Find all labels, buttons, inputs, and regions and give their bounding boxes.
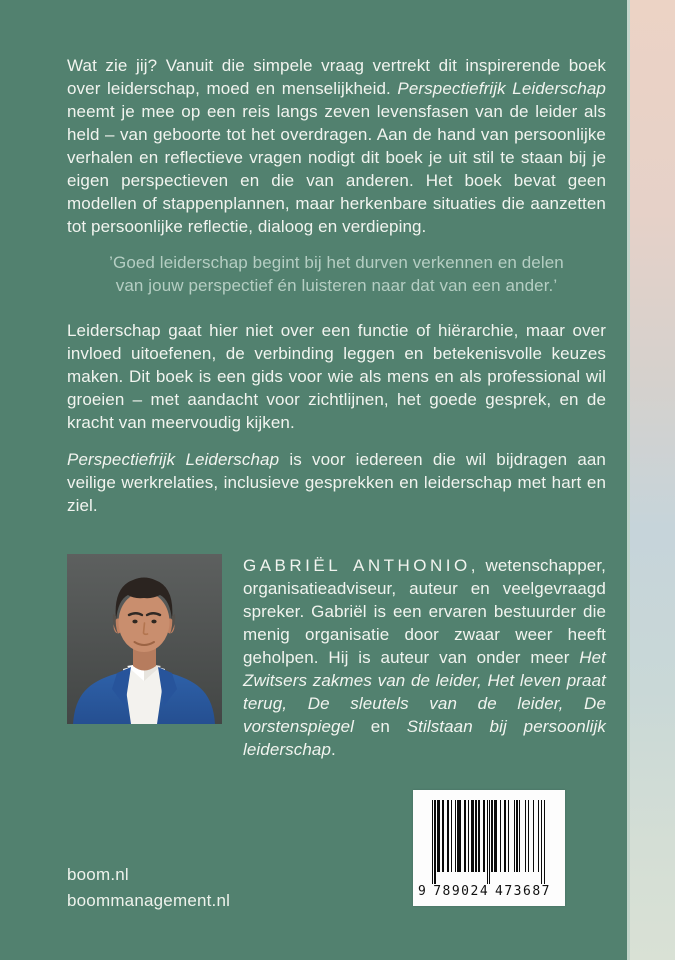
publisher-url-boommanagement: boommanagement.nl <box>67 891 231 910</box>
pull-quote: ’Goed leiderschap begint bij het durven verkennen en delen van jouw perspectief én luisteren naar dat van een ander.’ <box>109 253 564 295</box>
publisher-url-boom: boom.nl <box>67 865 129 884</box>
isbn-digit-group-right: 473687 <box>495 884 551 899</box>
isbn-digit-prefix: 9 <box>418 884 428 899</box>
blurb-paragraph-1: Wat zie jij? Vanuit die simpele vraag vertrekt dit inspirerende boek over leiderschap, moed en menselijkheid. Perspectiefrijk Leiderschap neemt je mee op een reis langs zeven levensfasen van de leider als held – van geboorte tot het overdragen. Aan de hand van persoonlijke verhalen en reflectieve vragen nodigt dit boek je uit stil te staan bij je eigen perspectieven en die van anderen. Het boek bevat geen modellen of stappenplannen, maar herkenbare situaties die aanzetten tot persoonlijke reflectie, dialoog en verdieping. <box>67 56 606 236</box>
publisher-links <box>67 862 230 914</box>
barcode-digits <box>418 884 551 899</box>
isbn-digit-group-left: 789024 <box>433 884 490 899</box>
author-bio: GABRIËL ANTHONIO, wetenschapper, organisatieadviseur, auteur en veelgevraagd spreker. Gabriël is een ervaren bestuurder die menig organisatie door zwaar weer heeft geholpen. Hij is auteur van onder meer Het Zwitsers zakmes van de leider, Het leven praat terug, De sleutels van de leider, De vorstenspiegel en Stilstaan bij persoonlijk leiderschap. <box>243 556 606 759</box>
book-page-edge <box>627 0 630 960</box>
photo-backdrop <box>630 0 675 960</box>
author-eye-left <box>132 620 137 624</box>
barcode <box>413 790 565 906</box>
author-eye-right <box>151 620 156 624</box>
blurb-paragraph-2: Leiderschap gaat hier niet over een functie of hiërarchie, maar over invloed uitoefenen, de verbinding leggen en betekenisvolle keuzes maken. Dit boek is een gids voor wie als mens en als professional wil groeien – met aandacht voor zichtlijnen, het goede gesprek, en de kracht van meervoudig kijken. <box>67 321 606 432</box>
blurb-paragraph-3: Perspectiefrijk Leiderschap is voor iedereen die wil bijdragen aan veilige werkrelaties, inclusieve gesprekken en leiderschap met hart en ziel. <box>67 450 606 515</box>
author-photo <box>67 554 222 724</box>
author-section <box>67 554 606 761</box>
barcode-bars <box>432 800 546 886</box>
author-face <box>119 592 170 652</box>
cover-text-block <box>67 54 606 761</box>
